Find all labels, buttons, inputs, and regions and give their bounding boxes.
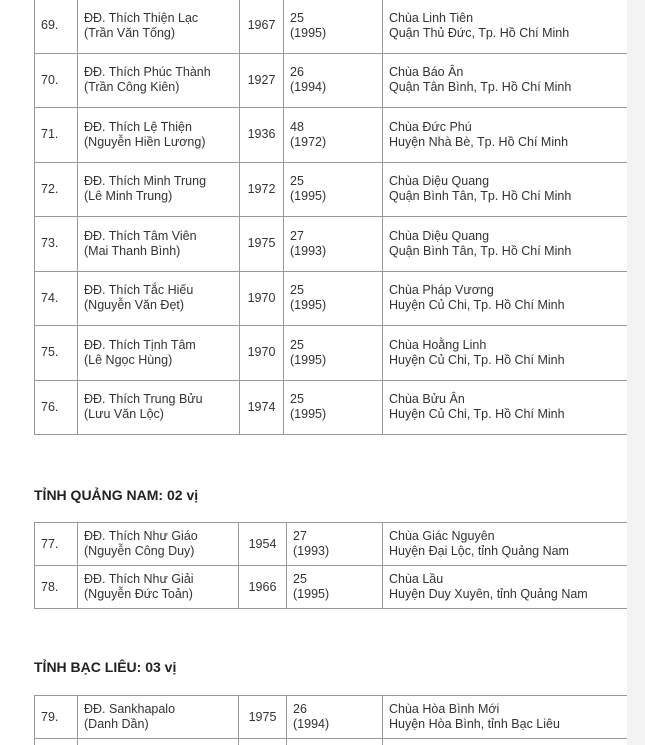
table-row	[35, 523, 628, 566]
monk-table-hcm	[34, 0, 627, 435]
temple-cell	[383, 380, 628, 435]
ordination-year: (1995)	[290, 25, 327, 40]
dharma-name: ĐĐ. Sankhapalo	[84, 702, 176, 716]
ordination-year: (1994)	[290, 80, 327, 95]
ordination-cell	[284, 53, 383, 108]
temple-location: Huyện Củ Chi, Tp. Hồ Chí Minh	[389, 407, 565, 422]
temple-cell	[383, 53, 628, 108]
ordination-cell	[284, 0, 383, 53]
table-row	[35, 271, 628, 326]
section-heading-quang-nam: TỈNH QUẢNG NAM: 02 vị	[34, 487, 199, 503]
ordination-cell	[284, 162, 383, 217]
row-number: 73.	[35, 217, 78, 272]
ordination-age: 25	[290, 10, 304, 25]
temple-location: Quận Thủ Đức, Tp. Hồ Chí Minh	[389, 25, 570, 40]
temple-cell	[383, 162, 628, 217]
row-number: 77.	[35, 523, 78, 566]
row-number: 69.	[35, 0, 78, 53]
temple-name: Chùa Linh Tiên	[389, 10, 474, 25]
row-number: 78.	[35, 566, 78, 609]
ordination-cell	[284, 108, 383, 163]
lay-name: (Danh Dần)	[84, 717, 149, 731]
ordination-year: (1994)	[293, 717, 330, 731]
page-scrollbar[interactable]	[627, 0, 645, 745]
lay-name: (Lưu Văn Lộc)	[84, 407, 164, 422]
row-number: 76.	[35, 380, 78, 435]
table-row	[35, 0, 628, 53]
table-row	[35, 217, 628, 272]
temple-cell	[383, 566, 628, 609]
lay-name: (Mai Thanh Bình)	[84, 243, 181, 258]
birth-year: 1954	[239, 523, 287, 566]
ordination-year: (1995)	[290, 352, 327, 367]
temple-name: Chùa Bửu Ân	[389, 392, 465, 407]
dharma-name: ĐĐ. Thích Trung Bửu	[84, 392, 203, 407]
temple-name: Chùa Lầu	[389, 572, 444, 586]
dharma-name: ĐĐ. Thích Thiện Lạc	[84, 10, 199, 25]
monk-name-cell	[78, 53, 240, 108]
table-row	[35, 53, 628, 108]
temple-name: Chùa Diệu Quang	[389, 174, 490, 189]
row-number: 70.	[35, 53, 78, 108]
temple-cell	[383, 523, 628, 566]
dharma-name: ĐĐ. Thích Lệ Thiện	[84, 119, 192, 134]
temple-location: Huyện Duy Xuyên, tỉnh Quảng Nam	[389, 587, 588, 601]
ordination-year: (1995)	[290, 407, 327, 422]
monk-name-cell	[78, 162, 240, 217]
birth-year: 1974	[240, 380, 284, 435]
temple-location: Huyện Hòa Bình, tỉnh Bạc Liêu	[389, 717, 560, 731]
ordination-age: 25	[290, 283, 304, 298]
lay-name: (Lê Minh Trung)	[84, 189, 173, 204]
temple-location: Huyện Nhà Bè, Tp. Hồ Chí Minh	[389, 134, 569, 149]
dharma-name: ĐĐ. Thích Minh Trung	[84, 174, 207, 189]
monk-name-cell	[78, 271, 240, 326]
temple-name: Chùa Giác Nguyên	[389, 529, 495, 543]
lay-name: (Nguyễn Văn Đẹt)	[84, 298, 185, 313]
monk-name-cell	[78, 380, 240, 435]
lay-name: (Lê Ngọc Hùng)	[84, 352, 173, 367]
ordination-age: 27	[293, 529, 307, 543]
ordination-age: 25	[290, 392, 304, 407]
temple-name: Chùa Diệu Quang	[389, 228, 490, 243]
dharma-name: ĐĐ. Thích Tịnh Tâm	[84, 337, 196, 352]
row-number: 71.	[35, 108, 78, 163]
row-number: 79.	[35, 696, 78, 739]
table-row	[35, 162, 628, 217]
ordination-cell	[287, 566, 383, 609]
ordination-age: 26	[290, 65, 304, 80]
table-row	[35, 108, 628, 163]
lay-name: (Trần Công Kiên)	[84, 80, 180, 95]
birth-year: 1970	[240, 271, 284, 326]
monk-name-cell	[78, 696, 239, 739]
temple-location: Quận Bình Tân, Tp. Hồ Chí Minh	[389, 243, 572, 258]
temple-name: Chùa Đức Phú	[389, 119, 472, 134]
birth-year: 1966	[239, 566, 287, 609]
ordination-cell	[284, 380, 383, 435]
ordination-cell	[287, 523, 383, 566]
monk-name-cell	[78, 326, 240, 381]
ordination-cell	[284, 217, 383, 272]
ordination-year: (1993)	[293, 544, 330, 558]
temple-location: Huyện Củ Chi, Tp. Hồ Chí Minh	[389, 352, 565, 367]
temple-cell	[383, 0, 628, 53]
temple-name: Chùa Hòa Bình Mới	[389, 702, 500, 716]
monk-name-cell	[78, 0, 240, 53]
dharma-name: ĐĐ. Thích Tâm Viên	[84, 228, 197, 243]
ordination-year: (1995)	[290, 189, 327, 204]
dharma-name: ĐĐ. Thích Tắc Hiếu	[84, 283, 194, 298]
temple-cell	[383, 108, 628, 163]
dharma-name: ĐĐ. Thích Như Giáo	[84, 529, 198, 543]
table-row	[35, 380, 628, 435]
temple-name: Chùa Báo Ân	[389, 65, 464, 80]
monk-name-cell	[78, 108, 240, 163]
dharma-name: ĐĐ. Thích Như Giải	[84, 572, 194, 586]
ordination-age: 48	[290, 119, 304, 134]
birth-year: 1970	[240, 326, 284, 381]
ordination-age: 25	[293, 572, 307, 586]
ordination-year: (1995)	[290, 298, 327, 313]
birth-year: 1927	[240, 53, 284, 108]
section-heading-bac-lieu: TỈNH BẠC LIÊU: 03 vị	[34, 659, 177, 675]
temple-cell	[383, 217, 628, 272]
birth-year: 1975	[239, 696, 287, 739]
lay-name: (Trần Văn Tống)	[84, 25, 176, 40]
lay-name: (Nguyễn Đức Toản)	[84, 587, 193, 601]
table-row	[35, 739, 628, 745]
dharma-name: ĐĐ. Thích Phúc Thành	[84, 65, 211, 80]
ordination-age: 27	[290, 228, 304, 243]
row-number: 74.	[35, 271, 78, 326]
temple-location: Huyện Đại Lộc, tỉnh Quảng Nam	[389, 544, 569, 558]
monk-name-cell	[78, 523, 239, 566]
ordination-year: (1995)	[293, 587, 330, 601]
temple-location: Huyện Củ Chi, Tp. Hồ Chí Minh	[389, 298, 565, 313]
ordination-age: 25	[290, 337, 304, 352]
monk-name-cell	[78, 566, 239, 609]
monk-table-quang-nam	[34, 522, 627, 609]
temple-name: Chùa Hoằng Linh	[389, 337, 487, 352]
temple-location: Quận Bình Tân, Tp. Hồ Chí Minh	[389, 189, 572, 204]
ordination-age: 26	[293, 702, 307, 716]
ordination-cell	[284, 271, 383, 326]
birth-year: 1967	[240, 0, 284, 53]
temple-cell	[383, 271, 628, 326]
lay-name: (Nguyễn Công Duy)	[84, 544, 195, 558]
ordination-cell	[284, 326, 383, 381]
ordination-cell	[287, 696, 383, 739]
temple-name: Chùa Pháp Vương	[389, 283, 494, 298]
temple-cell	[383, 696, 628, 739]
temple-location: Quận Tân Bình, Tp. Hồ Chí Minh	[389, 80, 572, 95]
ordination-year: (1993)	[290, 243, 327, 258]
birth-year: 1972	[240, 162, 284, 217]
lay-name: (Nguyễn Hiền Lương)	[84, 134, 206, 149]
table-row	[35, 326, 628, 381]
monk-name-cell	[78, 217, 240, 272]
birth-year: 1936	[240, 108, 284, 163]
row-number: 72.	[35, 162, 78, 217]
temple-cell	[383, 326, 628, 381]
ordination-age: 25	[290, 174, 304, 189]
table-row	[35, 696, 628, 739]
monk-table-bac-lieu	[34, 695, 627, 745]
ordination-year: (1972)	[290, 134, 327, 149]
birth-year: 1975	[240, 217, 284, 272]
row-number: 75.	[35, 326, 78, 381]
table-row	[35, 566, 628, 609]
